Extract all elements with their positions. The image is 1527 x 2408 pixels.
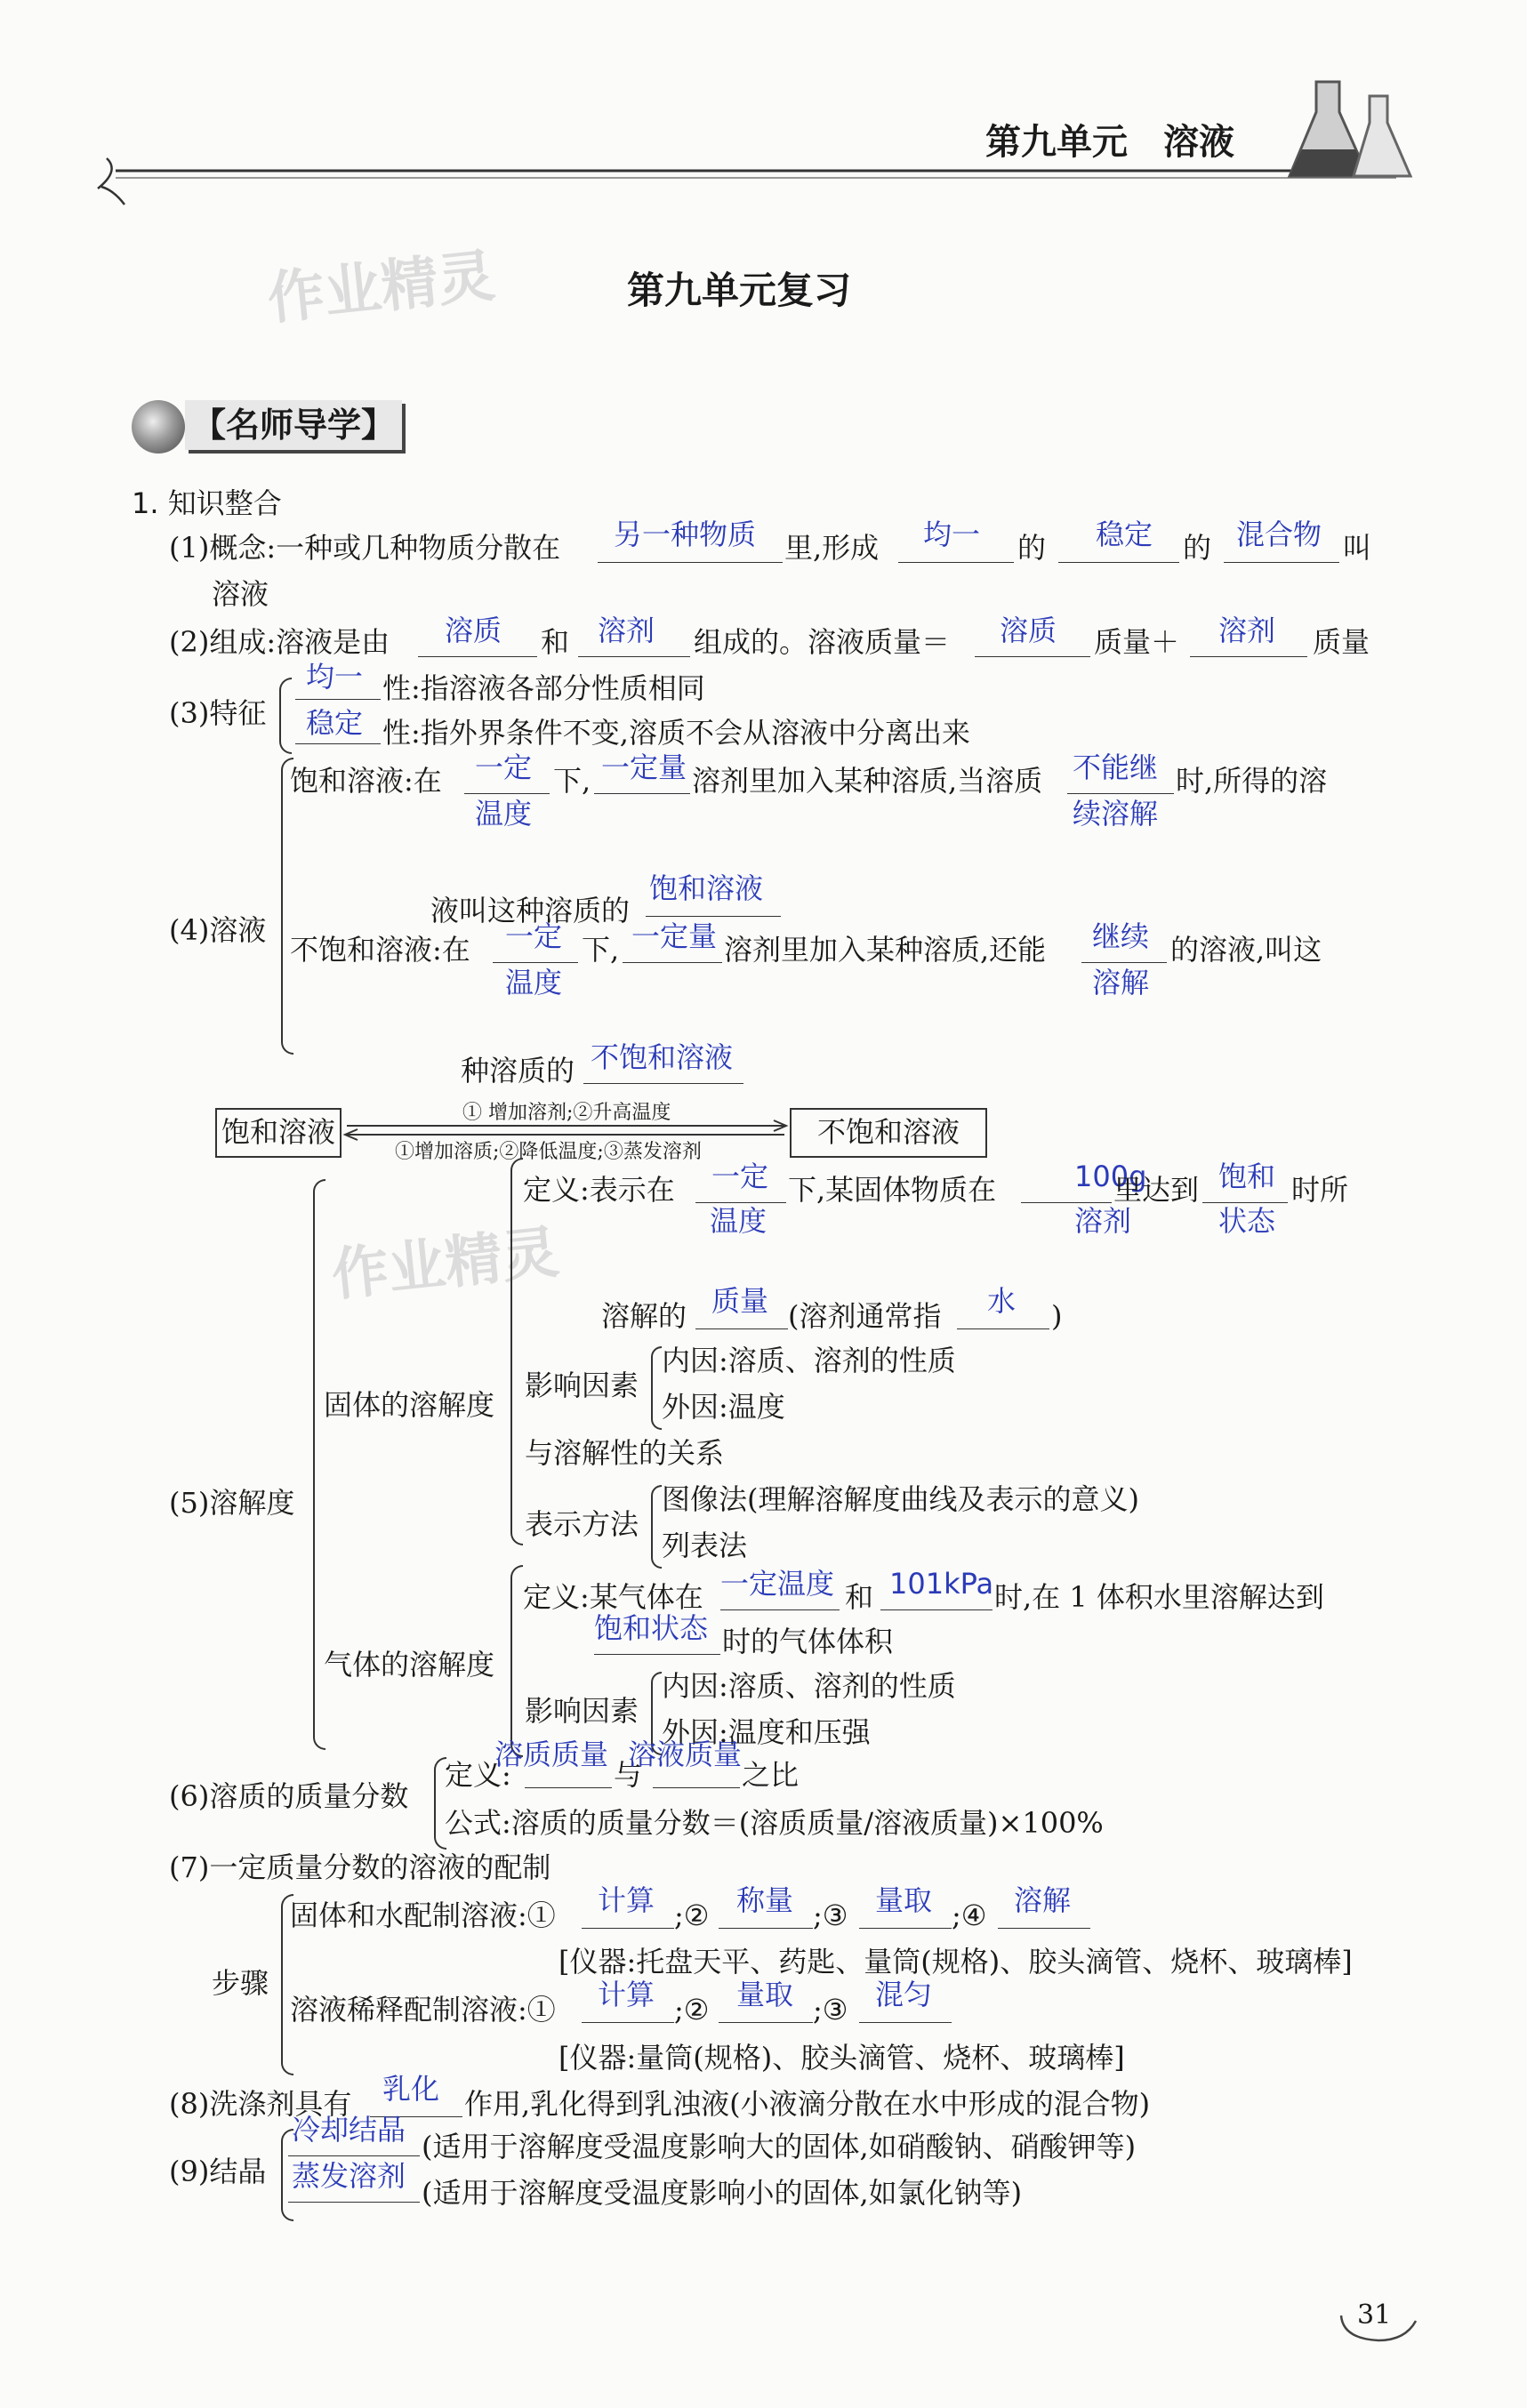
header-rule [89, 151, 1423, 213]
unsaturated-answer-3: 继续 [1092, 919, 1150, 953]
conversion-bottom-label: ①增加溶质;②降低温度;③蒸发溶剂 [395, 1141, 702, 1163]
solid-prep-answer-4: 溶解 [1014, 1883, 1072, 1917]
unsaturated-text-2: 下, [582, 933, 620, 967]
item6-answer-2: 溶液质量 [628, 1738, 743, 1771]
gas-factor-internal: 内因:溶质、溶剂的性质 [662, 1669, 956, 1703]
blank-line [695, 1202, 786, 1203]
blank-line [653, 1787, 740, 1788]
unsaturated-answer-1: 一定 [505, 919, 563, 953]
blank-line [525, 1787, 612, 1788]
item3-answer-2: 稳定 [306, 706, 364, 740]
item2-prefix: (2)组成:溶液是由 [169, 625, 390, 659]
gas-def-answer-3: 饱和状态 [594, 1611, 709, 1645]
unit-header-title: 第九单元 溶液 [985, 121, 1234, 163]
solid-def-answer-1: 一定 [711, 1160, 769, 1193]
part1-title: 1. 知识整合 [132, 486, 282, 520]
item7-title: (7)一定质量分数的溶液的配制 [169, 1850, 551, 1884]
item1-text-4: 的 [1183, 531, 1212, 565]
brace [281, 758, 293, 1055]
item6-formula: 公式:溶质的质量分数＝(溶质质量/溶液质量)×100% [445, 1806, 1104, 1840]
item2-text-4: 质量＋ [1094, 625, 1180, 659]
conversion-top-label: ① 增加溶剂;②升高温度 [462, 1102, 671, 1124]
solid-prep-sep-3: ;③ [813, 1898, 848, 1932]
solid-def-prefix: 定义:表示在 [523, 1173, 675, 1207]
solid-def-answer-2b: 溶剂 [1074, 1204, 1132, 1238]
item9-answer-2: 蒸发溶剂 [292, 2159, 406, 2193]
solid-factors-label: 影响因素 [525, 1369, 639, 1402]
solid-relation: 与溶解性的关系 [525, 1436, 725, 1470]
unsaturated-prefix: 不饱和溶液:在 [290, 933, 470, 967]
blank-line [493, 962, 578, 963]
gas-factor-external: 外因:温度和压强 [662, 1715, 871, 1749]
solid-prep-answer-1: 计算 [598, 1883, 655, 1917]
blank-line [1224, 562, 1339, 563]
watermark-2: 作业精灵 [328, 1219, 562, 1310]
unsaturated-answer-1b: 温度 [505, 966, 563, 999]
gas-def-text-3: 时,在 1 体积水里溶解达到 [994, 1580, 1324, 1614]
item1-prefix: (1)概念:一种或几种物质分散在 [169, 531, 561, 565]
item1-answer-3: 稳定 [1096, 518, 1153, 551]
blank-line [898, 562, 1014, 563]
blank-line [295, 699, 381, 700]
gas-def-answer-2: 101kPa [889, 1567, 994, 1601]
unsaturated-answer-4: 不饱和溶液 [591, 1040, 734, 1074]
item6-label: (6)溶质的质量分数 [169, 1779, 409, 1813]
solid-prep-answer-2: 称量 [736, 1883, 794, 1917]
blank-line [720, 1609, 840, 1610]
blank-line [880, 1609, 993, 1610]
unsaturated-text-4: 的溶液,叫这 [1170, 933, 1322, 967]
saturated-solution-box: 饱和溶液 [215, 1108, 342, 1158]
gas-def-text-4: 时的气体体积 [722, 1625, 894, 1658]
brace [510, 1158, 523, 1545]
blank-line [646, 916, 781, 917]
item1-answer-4: 混合物 [1236, 518, 1322, 551]
item3-text-2: 性:指外界条件不变,溶质不会从溶液中分离出来 [382, 716, 970, 750]
dilute-prep-sep-3: ;③ [813, 1993, 848, 2027]
unsaturated-text-3: 溶剂里加入某种溶质,还能 [724, 933, 1047, 967]
blank-line [1067, 793, 1174, 794]
brace [279, 678, 292, 754]
solid-def-text-3: 里达到 [1113, 1173, 1200, 1207]
brace [651, 1485, 662, 1569]
gas-factors-label: 影响因素 [525, 1694, 639, 1728]
item2-text-5: 质量 [1313, 625, 1370, 659]
item6-text-2: 与 [614, 1758, 643, 1792]
solid-def-text-6: (溶剂通常指 [788, 1299, 942, 1333]
blank-line [1021, 1202, 1112, 1203]
watermark: 作业精灵 [264, 243, 498, 333]
blank-line [578, 656, 690, 657]
blank-line [719, 2022, 813, 2023]
page-number: 31 [1357, 2300, 1392, 2331]
item1-text-2: 里,形成 [784, 531, 880, 565]
item9-answer-1: 冷却结晶 [292, 2113, 406, 2147]
solid-representation-2: 列表法 [662, 1529, 748, 1562]
brace [510, 1565, 523, 1757]
item7-steps-label: 步骤 [212, 1966, 269, 2000]
blank-line [859, 1928, 952, 1929]
saturated-text-4: 时,所得的溶 [1176, 764, 1328, 798]
blank-line [623, 962, 722, 963]
item3-answer-1: 均一 [306, 660, 364, 694]
dilute-prep-answer-2: 量取 [736, 1978, 794, 2011]
solid-def-answer-5: 水 [987, 1284, 1017, 1318]
solid-def-text-4: 时所 [1291, 1173, 1349, 1207]
unsaturated-solution-box: 不饱和溶液 [790, 1108, 987, 1158]
item3-label: (3)特征 [169, 696, 267, 730]
solid-def-text-5: 溶解的 [601, 1299, 687, 1333]
item2-text-3: 组成的。溶液质量＝ [694, 625, 951, 659]
item8-prefix: (8)洗涤剂具有 [169, 2087, 352, 2121]
blank-line [998, 1928, 1090, 1929]
item9-label: (9)结晶 [169, 2155, 267, 2188]
banner-label: 【名师导学】 [185, 400, 402, 450]
conversion-arrows [342, 1117, 790, 1144]
item6-answer-1: 溶质质量 [494, 1738, 609, 1771]
blank-line [859, 2022, 952, 2023]
solid-representation-label: 表示方法 [525, 1507, 639, 1541]
gas-def-text-2: 和 [845, 1580, 874, 1614]
item2-answer-1: 溶质 [445, 614, 502, 647]
saturated-answer-1: 一定 [475, 750, 533, 784]
blank-line [594, 1654, 720, 1655]
solid-def-answer-3b: 状态 [1218, 1204, 1276, 1238]
item1-answer-2: 均一 [923, 518, 981, 551]
solid-def-text-7: ) [1051, 1299, 1063, 1333]
solid-factor-external: 外因:温度 [662, 1390, 785, 1424]
solid-prep-prefix: 固体和水配制溶液:① [290, 1898, 556, 1932]
flask-icon [1281, 73, 1423, 189]
saturated-answer-3: 不能继 [1073, 750, 1159, 784]
gas-def-answer-1: 一定温度 [720, 1567, 835, 1601]
solid-prep-sep-2: ;② [674, 1898, 710, 1932]
saturated-answer-1b: 温度 [475, 797, 533, 831]
item2-answer-4: 溶剂 [1218, 614, 1276, 647]
blank-line [598, 562, 783, 563]
unsaturated-answer-3b: 溶解 [1092, 966, 1150, 999]
blank-line [464, 793, 550, 794]
solid-solubility-label: 固体的溶解度 [324, 1388, 495, 1422]
blank-line [975, 656, 1090, 657]
solid-def-answer-4: 质量 [711, 1284, 769, 1318]
solid-prep-tools: [仪器:托盘天平、药匙、量筒(规格)、胶头滴管、烧杯、玻璃棒] [559, 1945, 1353, 1979]
saturated-answer-3b: 续溶解 [1073, 797, 1159, 831]
item6-def-prefix: 定义: [445, 1758, 511, 1792]
page-number-swoosh [1334, 2312, 1423, 2348]
item9-text-1: (适用于溶解度受温度影响大的固体,如硝酸钠、硝酸钾等) [422, 2130, 1137, 2163]
blank-line [1058, 562, 1179, 563]
solid-def-answer-2: 100g [1074, 1160, 1147, 1193]
dilute-prep-sep-2: ;② [674, 1993, 710, 2027]
item9-text-2: (适用于溶解度受温度影响小的固体,如氯化钠等) [422, 2176, 1023, 2210]
section-banner [132, 398, 409, 454]
item8-answer-1: 乳化 [382, 2072, 440, 2106]
solid-def-answer-3: 饱和 [1218, 1160, 1276, 1193]
blank-line [695, 1328, 788, 1329]
blank-line [288, 2202, 420, 2203]
item5-label: (5)溶解度 [169, 1486, 295, 1520]
saturated-answer-2: 一定量 [601, 750, 687, 784]
item2-answer-3: 溶质 [1000, 614, 1057, 647]
saturated-text-5: 液叫这种溶质的 [430, 894, 631, 927]
solid-def-answer-1b: 温度 [710, 1204, 768, 1238]
blank-line [418, 656, 537, 657]
solid-representation-1: 图像法(理解溶解度曲线及表示的意义) [662, 1482, 1139, 1516]
item1-text-3: 的 [1017, 531, 1047, 565]
dilute-prep-answer-1: 计算 [598, 1978, 655, 2011]
banner-disc-icon [132, 400, 185, 454]
gas-def-prefix: 定义:某气体在 [523, 1580, 703, 1614]
item2-answer-2: 溶剂 [598, 614, 655, 647]
item1-text-5: 叫 [1343, 531, 1372, 565]
unsaturated-answer-2: 一定量 [631, 919, 718, 953]
brace [651, 1346, 662, 1430]
solid-prep-answer-3: 量取 [875, 1883, 933, 1917]
solid-factor-internal: 内因:溶质、溶剂的性质 [662, 1344, 956, 1377]
solid-prep-sep-4: ;④ [952, 1898, 987, 1932]
item1-answer-1: 另一种物质 [614, 518, 757, 551]
unsaturated-text-5: 种溶质的 [461, 1054, 575, 1088]
blank-line [719, 1928, 813, 1929]
blank-line [583, 1083, 743, 1084]
saturated-text-2: 下, [553, 764, 591, 798]
item4-label: (4)溶液 [169, 913, 267, 947]
blank-line [1081, 962, 1167, 963]
blank-line [1190, 656, 1307, 657]
item3-text-1: 性:指溶液各部分性质相同 [382, 671, 705, 705]
blank-line [582, 2022, 674, 2023]
solid-def-text-2: 下,某固体物质在 [788, 1173, 997, 1207]
saturated-answer-4: 饱和溶液 [649, 871, 764, 905]
blank-line [594, 793, 690, 794]
item1-text-6: 溶液 [212, 577, 269, 611]
gas-solubility-label: 气体的溶解度 [324, 1648, 495, 1682]
dilute-prep-prefix: 溶液稀释配制溶液:① [290, 1993, 556, 2027]
item8-text-2: 作用,乳化得到乳浊液(小液滴分散在水中形成的混合物) [464, 2087, 1151, 2121]
blank-line [295, 743, 381, 744]
item2-text-2: 和 [541, 625, 570, 659]
page-title: 第九单元复习 [627, 269, 852, 312]
item6-text-3: 之比 [742, 1758, 800, 1792]
blank-line [1202, 1202, 1288, 1203]
blank-line [957, 1328, 1049, 1329]
saturated-prefix: 饱和溶液:在 [290, 764, 442, 798]
saturated-text-3: 溶剂里加入某种溶质,当溶质 [692, 764, 1043, 798]
dilute-prep-tools: [仪器:量筒(规格)、胶头滴管、烧杯、玻璃棒] [559, 2041, 1125, 2075]
blank-line [288, 2155, 420, 2156]
dilute-prep-answer-3: 混匀 [875, 1978, 933, 2011]
blank-line [582, 1928, 674, 1929]
